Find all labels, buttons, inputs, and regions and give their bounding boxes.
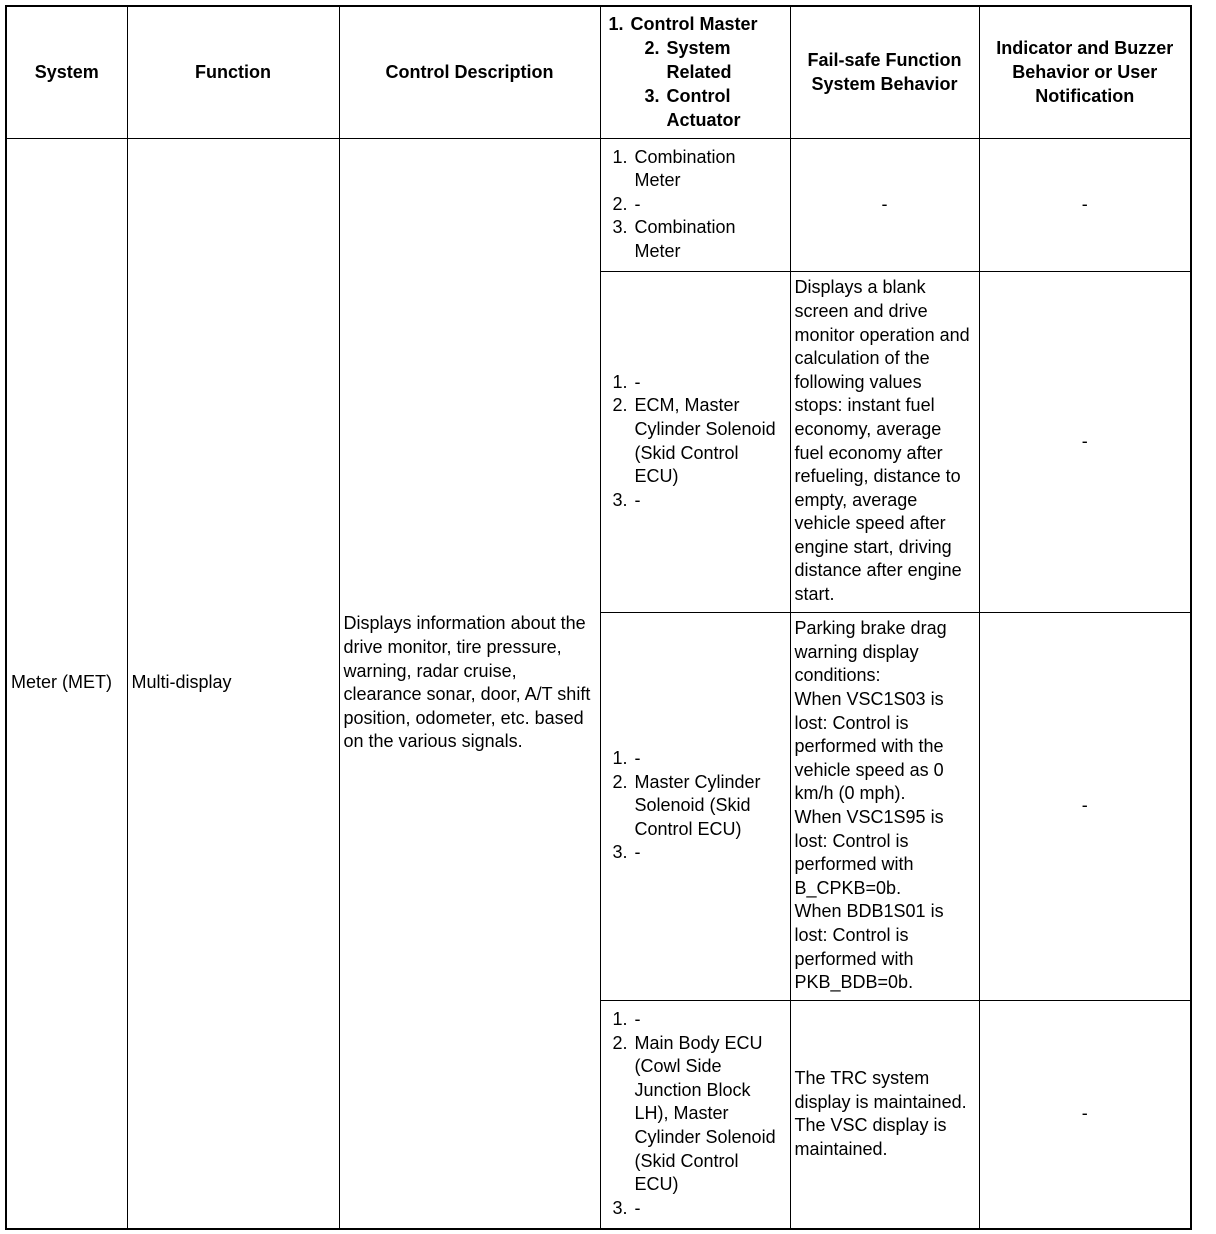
fail-safe-table (5, 5, 1192, 1230)
list-item: 2. ECM, Master Cylinder Solenoid (Skid Control ECU) (612, 395, 776, 487)
cell-control (600, 138, 790, 271)
list-item: 2. Main Body ECU (Cowl Side Junction Block LH), Master Cylinder Solenoid (Skid Control ECU) (612, 1032, 776, 1195)
fail-safe-line: The TRC system display is maintained. (794, 1068, 967, 1112)
cell-control (600, 271, 790, 612)
cell-indicator: - (979, 1000, 1191, 1229)
fail-safe-line: The VSC display is maintained. (794, 1115, 947, 1159)
cell-indicator: - (979, 138, 1191, 271)
cell-indicator: - (979, 612, 1191, 1000)
cell-control (600, 1000, 790, 1229)
control-list (605, 1008, 786, 1220)
cell-control (600, 612, 790, 1000)
header-function: Function (127, 6, 339, 138)
list-item: 1. - (612, 371, 641, 392)
list-item: 1. - (612, 748, 641, 769)
control-list (605, 146, 786, 264)
list-item: 3. - (612, 842, 641, 863)
header-control-item: 3. Control Actuator (644, 86, 741, 131)
fail-safe-line: When BDB1S01 is lost: Control is performed with PKB_BDB=0b. (794, 901, 944, 993)
header-control-item: 2. System Related (644, 38, 732, 83)
fail-safe-line: When VSC1S03 is lost: Control is performed with the vehicle speed as 0 km/h (0 mph). (794, 689, 944, 804)
cell-fail-safe: Displays a blank screen and drive monitor operation and calculation of the following values stops: instant fuel economy, average fuel economy after refueling, distance to empty, average vehicle speed after engine start, driving distance after engine start. (790, 271, 979, 612)
fail-safe-line: When VSC1S95 is lost: Control is performed with B_CPKB=0b. (794, 807, 944, 898)
cell-fail-safe: - (790, 138, 979, 271)
list-item: 1. - (612, 1009, 641, 1030)
cell-fail-safe (790, 612, 979, 1000)
header-fail-safe: Fail-safe Function System Behavior (790, 6, 979, 138)
cell-system: Meter (MET) (6, 138, 127, 1229)
cell-function: Multi-display (127, 138, 339, 1229)
header-control-items (600, 6, 790, 138)
list-item: 1. Combination Meter (612, 146, 736, 191)
header-control-description: Control Description (339, 6, 600, 138)
table-row (6, 138, 1191, 271)
cell-fail-safe (790, 1000, 979, 1229)
header-system: System (6, 6, 127, 138)
list-item: 2. Master Cylinder Solenoid (Skid Control ECU) (612, 771, 761, 839)
list-item: 2. - (612, 193, 641, 214)
header-indicator: Indicator and Buzzer Behavior or User Notification (979, 6, 1191, 138)
control-list (605, 747, 786, 865)
list-item: 3. Combination Meter (612, 217, 736, 261)
control-list (605, 371, 786, 513)
header-control-list (605, 12, 786, 132)
cell-control-description: Displays information about the drive monitor, tire pressure, warning, radar cruise, clearance sonar, door, A/T shift position, odometer, etc. based on the various signals. (339, 138, 600, 1229)
list-item: 3. - (612, 489, 641, 510)
cell-indicator: - (979, 271, 1191, 612)
fail-safe-line: Parking brake drag warning display conditions: (794, 618, 947, 686)
header-control-item: 1. Control Master (608, 14, 758, 35)
header-row (6, 6, 1191, 138)
list-item: 3. - (612, 1197, 641, 1218)
